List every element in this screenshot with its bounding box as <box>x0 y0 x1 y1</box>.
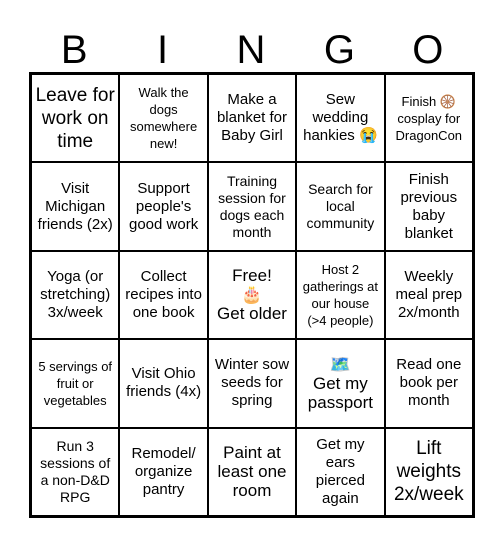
bingo-cell[interactable]: Paint at least one room <box>208 428 296 516</box>
bingo-cell[interactable]: Yoga (or stretching) 3x/week <box>31 251 119 339</box>
bingo-cell[interactable]: Training session for dogs each month <box>208 162 296 250</box>
bingo-cell[interactable]: Visit Michigan friends (2x) <box>31 162 119 250</box>
bingo-cell[interactable]: Search for local community <box>296 162 384 250</box>
bingo-cell[interactable]: Collect recipes into one book <box>119 251 207 339</box>
bingo-header <box>30 0 472 72</box>
bingo-cell[interactable]: Run 3 sessions of a non-D&D RPG <box>31 428 119 516</box>
bingo-cell[interactable]: 5 servings of fruit or vegetables <box>31 339 119 427</box>
header-letter-n: N <box>236 28 266 72</box>
bingo-cell[interactable]: Remodel/ organize pantry <box>119 428 207 516</box>
bingo-cell[interactable]: Host 2 gatherings at our house (>4 people) <box>296 251 384 339</box>
bingo-cell[interactable]: Finish previous baby blanket <box>385 162 473 250</box>
header-letter-b: B <box>60 28 88 72</box>
bingo-cell[interactable]: Weekly meal prep 2x/month <box>385 251 473 339</box>
bingo-cell[interactable]: Get my ears pierced again <box>296 428 384 516</box>
bingo-cell[interactable]: Sew wedding hankies 😭 <box>296 74 384 162</box>
bingo-cell[interactable]: Read one book per month <box>385 339 473 427</box>
header-letter-o: O <box>412 28 444 72</box>
header-letter-i: I <box>157 28 169 72</box>
bingo-cell-free[interactable]: Free! 🎂 Get older <box>208 251 296 339</box>
bingo-cell[interactable]: Make a blanket for Baby Girl <box>208 74 296 162</box>
bingo-board <box>29 72 475 518</box>
header-letter-g: G <box>323 28 355 72</box>
bingo-cell[interactable]: 🗺️ Get my passport <box>296 339 384 427</box>
bingo-cell[interactable]: Visit Ohio friends (4x) <box>119 339 207 427</box>
bingo-cell[interactable]: Lift weights 2x/week <box>385 428 473 516</box>
bingo-cell[interactable]: Winter sow seeds for spring <box>208 339 296 427</box>
bingo-cell[interactable]: Support people's good work <box>119 162 207 250</box>
bingo-cell[interactable]: Walk the dogs somewhere new! <box>119 74 207 162</box>
bingo-cell[interactable]: Finish 🛞 cosplay for DragonCon <box>385 74 473 162</box>
bingo-cell[interactable]: Leave for work on time <box>31 74 119 162</box>
